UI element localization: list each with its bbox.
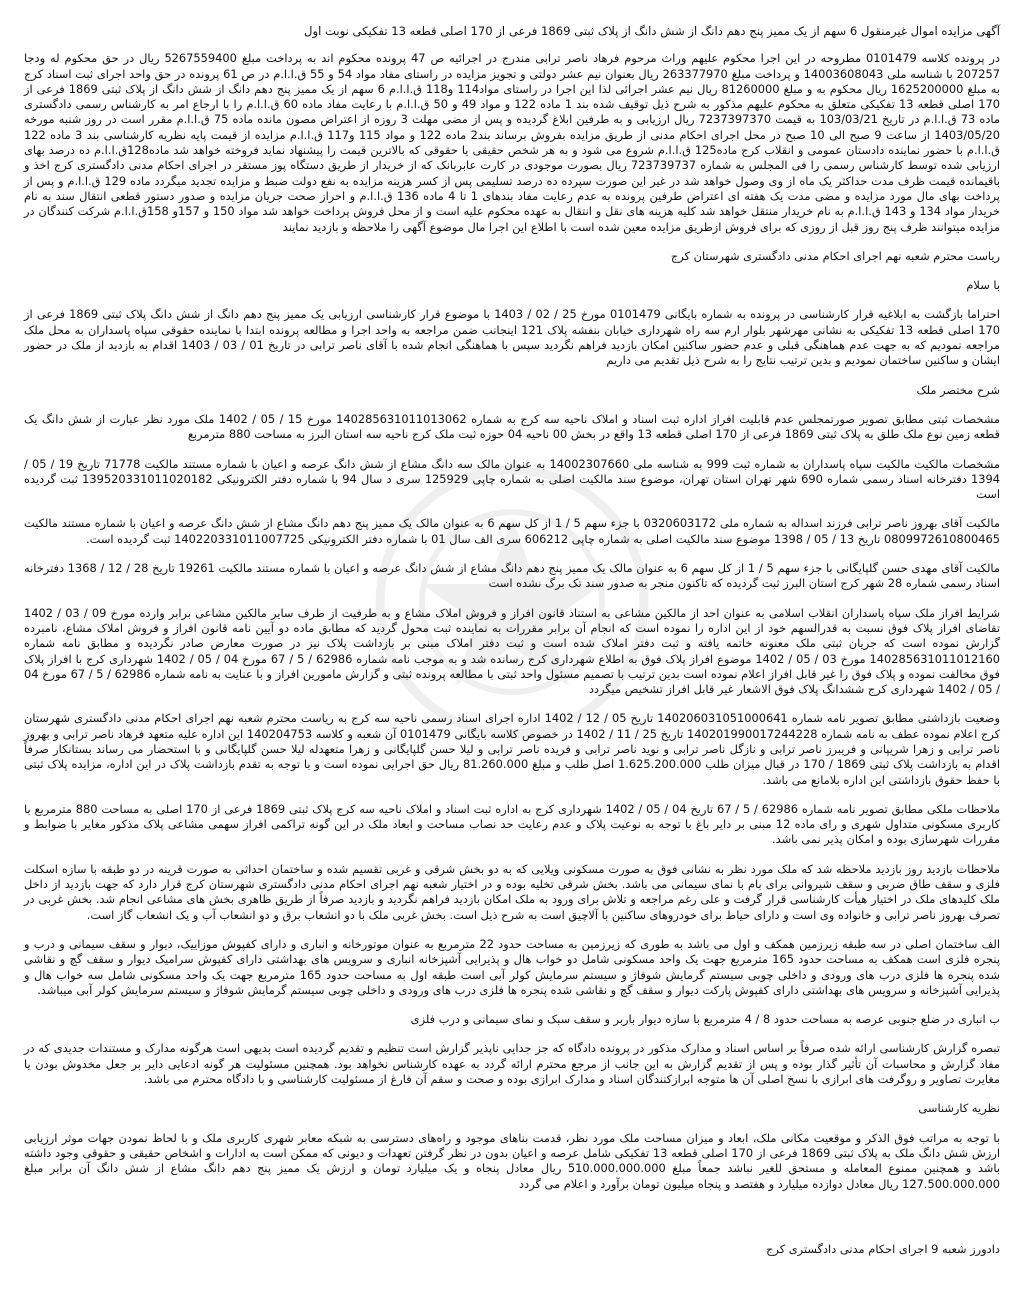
visit-notes-paragraph: ملاحظات بازدید روز بازدید ملاحظه شد که ملک مورد نظر به نشانی فوق به صورت مسکونی ویلایی که به دو بخش شرقی و غربی تقسیم شده و ساختمان احداثی به صورت قرینه در دو طبقه با سازه اسکلت فلزی و سقف طاق ضربی و سقف شیروانی برای بام با نمای سیمانی می باشد. بخش شرقی تخلیه بوده و در اختیار شعبه نهم اجرای احکام مدنی دادگستری شهرستان کرج قرار دارد که جهت بازدید از داخل ملک کلیدهای ملک در اختیار هیأت کارشناسی قرار گرفت و علی رغم مراجعه و تلاش برای ورود به ملک امکان بازدید فراهم نگردید و بازدید صرفاً از طریق ظاهری بخش های مشاعی انجام شد. بخش غربی در تصرف بهروز ناصر ترابی و خانواده وی است و دارای حیاط برای خودروهای ساکنین با آلاچیق است به شرح ذیل است. بخش غربی ملک با دو انشعاب برق و دو انشعاب آب و یک انشعاب گاز است. bbox=[24, 861, 1000, 922]
partition-paragraph: شرایط افراز ملک سپاه پاسداران انقلاب اسلامی به عنوان احد از مالکین مشاعی به استناد قانون افراز و فروش املاک مشاع و به طرفیت از طرف سایر مالکین مشاعی برابر وارده مورخ 09 / 03 / 1402 تقاضای افراز پلاک فوق نسبت به قدرالسهم خود از این اداره را نموده است که انجام آن برابر مقررات به نماینده ثبت محول گردید که مطابق ماده دو آیین نامه قانون افراز و فروش املاک مشاع، نامبرده گزارش نموده است که جریان ثبتی ملک معنونه خاتمه یافته و ثبت دفتر املاک شده است و ثبت دفتر املاک مبنی بر بازداشت پلاک نیز در صورت معارض صادر نگردیده و مطابق نامه شماره 140285631011012160 مورخ 03 / 05 / 1402 موضوع افراز پلاک فوق به اطلاع شهرداری کرج رسانده شد و به موجب نامه شماره 62986 / 5 / 67 مورخ 04 / 05 / 1402 شهرداری کرج با افراز پلاک فوق مخالفت نموده و پلاک فوق را غیر قابل افراز اعلام نموده است بدین ترتیب با تصمیم مسئول واحد ثبتی با مطالعه پرونده ثبتی و گزارش مامورین افراز و با عنایت به نامه شماره 62986 / 5 / 67 مورخ 04 / 05 / 1402 شهرداری کرج ششدانگ پلاک فوق الاشعار غیر قابل افراز تشخیص میگردد bbox=[24, 605, 1000, 697]
building-details-b-paragraph: ب انباری در ضلع جنوبی عرصه به مساحت حدود 8 / 4 مترمربع با سازه دیوار باربر و سقف سبک و نمای سیمانی و درب فلزی bbox=[410, 1012, 1000, 1027]
urban-notes-paragraph: ملاحظات ملکی مطابق تصویر نامه شماره 62986 / 5 / 67 تاریخ 04 / 05 / 1402 شهرداری کرج به اداره ثبت اسناد و املاک ناحیه سه کرج پلاک ثبتی 1869 فرعی از 170 اصلی به مساحت 880 مترمربع با کاربری مسکونی متداول شهری و رای ماده 12 مبنی بر دایر باغ با توجه به نوعیت پلاک و عدم رعایت حد نصاب مساحت و ابعاد ملک در این گونه تراکمی افراز سهمی مشاعی پلاک مذکور مغایر با ضوابط و مقررات شهرسازی بوده و امکان پذیر نمی باشد. bbox=[24, 801, 1000, 847]
building-details-a-paragraph: الف ساختمان اصلی در سه طبقه زیرزمین همکف و اول می باشد به طوری که زیرزمین به مساحت حدود 22 مترمربع به عنوان موتورخانه و انباری و دارای کفپوش موزاییک، دیوار و سقف سیمانی و درب و پنجره فلزی است همکف به مساحت حدود 165 مترمربع جهت یک واحد مسکونی شامل دو خواب هال و پذیرایی آشپزخانه انباری و سرویس های بهداشتی دارای کفپوش سرامیک دیوار و سقف گچ و نقاشی شده پنجره ها فلزی درب های ورودی و داخلی چوبی سیستم گرمایش شوفاژ و سیستم سرمایش کولر آبی است طبقه اول به مساحت حدود 165 مترمربع جهت یک واحد مسکونی شامل سه خواب هال و پذیرایی آشپزخانه و سرویس های بهداشتی دارای کفپوش پارکت دیوار و سقف گچ و نقاشی شده پنجره ها فلزی درب های ورودی و داخلی چوبی سیستم گرمایش شوفاژ و سیستم سرمایش کولر آبی میباشد. bbox=[24, 936, 1000, 997]
notice-title: آگهی مزایده اموال غیرمنقول 6 سهم از یک ممیز پنج دهم دانگ از شش دانگ از پلاک ثبتی 1869 فرعی از 170 اصلی قطعه 13 تفکیکی نوبت اول bbox=[304, 24, 1000, 38]
note-paragraph: تبصره گزارش کارشناسی ارائه شده صرفاً بر اساس اسناد و مدارک مذکور در پرونده دادگاه که جز جدایی ناپذیر گزارش است تنظیم و تقدیم گردیده است بدیهی است هرگونه مدارک و مستندات جدیدی که در مفاد گزارش و محاسبات آن تأثیر گذار بوده و پس از تقدیم گزارش به این جانب از مرجع محترم ارائه گردد به عهده کارشناس نخواهد بود. همچنین مسئولیت هر گونه ادعایی دایر بر جعل مخدوش بودن یا مغایرت تصاویر و روگرفت های ابرازی با نسخ اصلی آن ها متوجه ابرازکنندگان اسناد و مدارک ابرازی بوده و صحت و سقم آن فارغ از مسئولیت کارشناسی و با دادگاه محترم می باشد. bbox=[24, 1041, 1000, 1087]
signature-line: دادورز شعبه 9 اجرای احکام مدنی دادگستری کرج bbox=[766, 1241, 1000, 1256]
addressee-line: ریاست محترم شعبه نهم اجرای احکام مدنی دادگستری شهرستان کرج bbox=[670, 248, 1000, 263]
notice-intro-paragraph: در پرونده کلاسه 0101479 مطروحه در این اجرا محکوم علیهم وراث مرحوم فرهاد ناصر ترابی مندرج در اجرائیه ص 47 پرونده محکوم اند به پرداخت مبلغ 5267559400 ریال در حق محکوم له ودجا 207257 با شناسه ملی 14003608043 و پرداخت مبلغ 263377970 ریال بعنوان نیم عشر دولتی و تجویز مزایده در راستای مفاد مواد 54 و 55 ق.ا.ا.م در ص 61 پرونده در حق واحد اجرای ثبت اسناد کرج به مبلغ 1625200000 ریال محکوم به و مبلغ 81260000 ریال نیم عشر اجرائی لذا این اجرا در راستای مواد114 و118 ق.ا.ا.م 6 سهم از یک ممیز پنج دهم دانگ از شش دانگ از پلاک ثبتی 1869 فرعی از 170 اصلی قطعه 13 تفکیکی متعلق به محکوم علیهم مذکور به شرح ذیل توقیف شده بند 1 ماده 122 و مواد 49 و 50 ق.ا.ا.م با رعایت مفاد ماده 60 ق.ا.ا.م را با ارجاع امر به کارشناس رسمی دادگستری ماده 73 ق.ا.ا.م در تاریخ 103/03/21 به قیمت 7237397370 ریال ارزیابی و به طرفین ابلاغ گردیده و پس از مضی مهلت 3 روزه از اعتراض مصون مانده ماده 75 ق.ا.ا.م مقرر است در روز شنبه مورخه 1403/05/20 از ساعت 9 صبح الی 10 صبح در محل اجرای احکام مدنی از طریق مزایده بفروش برساند بند2 ماده 122 و مواد 115 و117 ق.ا.ا.م مزایده از قیمت پایه نظریه کارشناسی بند 3 ماده 122 ق.ا.ا.م با حضور نماینده دادستان عمومی و انقلاب کرج ماده125 ق.ا.ا.م شروع می شود و به هر شخص حقیقی یا حقوقی که بالاترین قیمت را پیشنهاد نماید فروخته خواهد شد ماده128ق.ا.ا.م ده درصد بهای ارزیابی شده توسط کارشناس رسمی را فی المجلس به شماره 723739737 ریال بصورت موجودی در کارت عابربانک که از خریدار از طریق دستگاه پوز مستقر در اجرای احکام مدنی دادگستری کرج اخذ و باقیمانده قیمت ظرف مدت حداکثر یک ماه از وی وصول خواهد شد در غیر این صورت سپرده ده درصد تسلیمی پس از کسر هزینه مزایده به نفع دولت ضبط و مزایده تجدید میگردد ماده 129 ق.ا.ا.م و پس از پرداخت بهای مال مورد مزایده و مضی مدت یک هفته ای اعتراض طرفین پرونده به عدم رعایت مفاد بندهای 1 تا 4 ماده 136 ق.ا.ا.م و احراز صحت جریان مزایده و صدور دستور قطعی انتقال سند به نام خریدار مواد 134 و 143 ق.ا.ا.م به نام خریدار منتقل خواهد شد کلیه هزینه های نقل و انتقال به عهده محکوم علیه است و از محل فروش پرداخت خواهد شد مواد 150 و 157و 158ق.ا.ا.م شرکت کنندگان در مزایده میتوانند ظرف پنج روز قبل از روزی که برای فروش ازطریق مزایده معین شده است با اطلاع این اجرا مال موضوع آگهی را ملاحظه و بازدید نمایند bbox=[24, 51, 1001, 234]
report-intro-paragraph: احتراما بازگشت به ابلاغیه قرار کارشناسی در پرونده به شماره بایگانی 0101479 مورخ 25 / 02 / 1403 با موضوع قرار کارشناسی ارزیابی یک ممیز پنج دهم دانگ از شش دانگ پلاک ثبتی 1869 فرعی از 170 اصلی قطعه 13 تفکیکی به نشانی مهرشهر بلوار ارم سه راه شهرداری خیابان بنفشه پلاک 121 اینجانب ضمن مراجعه به واحد اجرا و مطالعه پرونده ابتدا با نماینده حقوقی سپاه پاسداران به محل ملک مراجعه نمودیم که به جهت عدم هماهنگی قبلی و عدم حضور ساکنین امکان بازدید فراهم نگردید سپس با هماهنگی انجام شده با آقای ناصر ترابی در تاریخ 01 / 03 / 1403 اقدام به بازدید از ملک در حضور ایشان و ساکنین ساختمان نمودیم و بدین ترتیب نتایج را به شرح ذیل تقدیم می داریم bbox=[24, 307, 1001, 368]
opinion-paragraph: با توجه به مراتب فوق الذکر و موقعیت مکانی ملک، ابعاد و میزان مساحت ملک مورد نظر، قدمت بناهای موجود و راه‌های دسترسی به شبکه معابر شهری کاربری ملک و با لحاظ نمودن جهات موثر ارزیابی ارزش شش دانگ ملک به پلاک ثبتی 1869 فرعی از 170 اصلی قطعه 13 تفکیکی شامل عرصه و اعیان بدون در نظر گرفتن تعهدات و دیونی که ممکن است به ادارات و اشخاص حقیقی و حقوقی وجود داشته باشد و همچنین ممنوع المعامله و مستحق للغیر نباشد جمعاً مبلغ 510.000.000.000 ریال معادل پنجاه و یک میلیارد تومان و ارزش یک ممیز پنج دهم دانگ مشاع از شش دانگ آن برابر مبلغ 127.500.000.000 ریال معادل دوازده میلیارد و هفتصد و پنجاه میلیون تومان برآورد و اعلام می گردد bbox=[24, 1130, 1000, 1191]
attachment-status-paragraph: وضعیت بازداشتی مطابق تصویر نامه شماره 140206031051000641 تاریخ 05 / 12 / 1402 اداره اجرای اسناد رسمی ناحیه سه کرج به ریاست محترم شعبه نهم اجرای احکام مدنی دادگستری شهرستان کرج اعلام نموده عطف به نامه شماره 140201990017244228 تاریخ 25 / 11 / 1402 در خصوص کلاسه بایگانی 0101479 آن شعبه و کلاسه 140204753 این اداره علیه متعهد فرهاد ناصر ترابی و بهروز ناصر ترابی و زهرا شریپانی و فریبرز ناصر ترابی و نازگل ناصر ترابی و نوید ناصر ترابی و فریده ناصر ترابی و لیلا حسن گلپایگانی و زهرا متعهدله لیلا حسن گلپایگانی و با استحضار می رساند بستانکار صرفاً اقدام به بازداشت پلاک ثبتی 1869 / 170 در قبال میزان طلب 1.625.200.000 اصل طلب و مبلغ 81.260.000 ریال حق اجرایی نموده است و با توجه به تقدم بازداشت پلاک در این اداره، مزایده پلاک ثبتی با حفظ حقوق بازداشتی این اداره بلامانع می باشد. bbox=[24, 711, 1001, 787]
ownership-paragraph-1: مشخصات مالکیت مالکیت سپاه پاسداران به شماره ثبت 999 به شناسه ملی 14002307660 به عنوان مالک سه دانگ مشاع از شش دانگ عرصه و اعیان با شماره مستند مالکیت 71778 تاریخ 19 / 05 / 1394 دفترخانه اسناد رسمی شماره 690 شهر تهران استان تهران، موضوع سند مالکیت اصلی به شماره چاپی 125929 سری د سال 94 با شماره دفتر الکترونیکی 139520331011020182 ثبت گردیده است bbox=[24, 456, 1001, 502]
registration-paragraph: مشخصات ثبتی مطابق تصویر صورتمجلس عدم قابلیت افراز اداره ثبت اسناد و املاک ناحیه سه کرج به شماره 140285631011013062 مورخ 15 / 05 / 1402 ملک مورد نظر عبارت از شش دانگ یک قطعه زمین نوع ملک طلق به پلاک ثبتی 1869 فرعی از 170 اصلی قطعه 13 واقع در بخش 00 ناحیه 04 حوزه ثبت ملک کرج ناحیه سه استان البرز به مساحت 880 مترمربع bbox=[24, 411, 1000, 442]
auction-notice-document bbox=[12, 0, 1012, 1280]
ownership-paragraph-2: مالکیت آقای بهروز ناصر ترابی فرزند اسداله به شماره ملی 0320603172 با جزء سهم 5 / 1 از کل سهم 6 به عنوان مالک یک ممیز پنج دهم دانگ مشاع از شش دانگ عرصه و اعیان با شماره مستند مالکیت 0809972610800465 تاریخ 13 / 05 / 1398 موضوع سند مالکیت اصلی به شماره چاپی 606212 سری الف سال 01 با شماره دفتر الکترونیکی 140220331011007725 ثبت گردیده است. bbox=[24, 516, 1000, 546]
ownership-paragraph-3: مالکیت آقای مهدی حسن گلپایگانی با جزء سهم 5 / 1 از کل سهم 6 به عنوان مالک یک ممیز پنج دهم دانگ مشاع از شش دانگ عرصه و اعیان با شماره مستند مالکیت 19261 تاریخ 28 / 12 / 1368 دفترخانه اسناد رسمی شماره 28 شهر کرج استان البرز ثبت گردیده که تاکنون منجر به صدور سند تک برگ نشده است bbox=[24, 561, 1000, 591]
greeting-line: با سلام bbox=[966, 278, 1000, 293]
summary-heading: شرح مختصر ملک bbox=[916, 382, 1000, 397]
opinion-heading: نظریه کارشناسی bbox=[918, 1101, 1000, 1116]
